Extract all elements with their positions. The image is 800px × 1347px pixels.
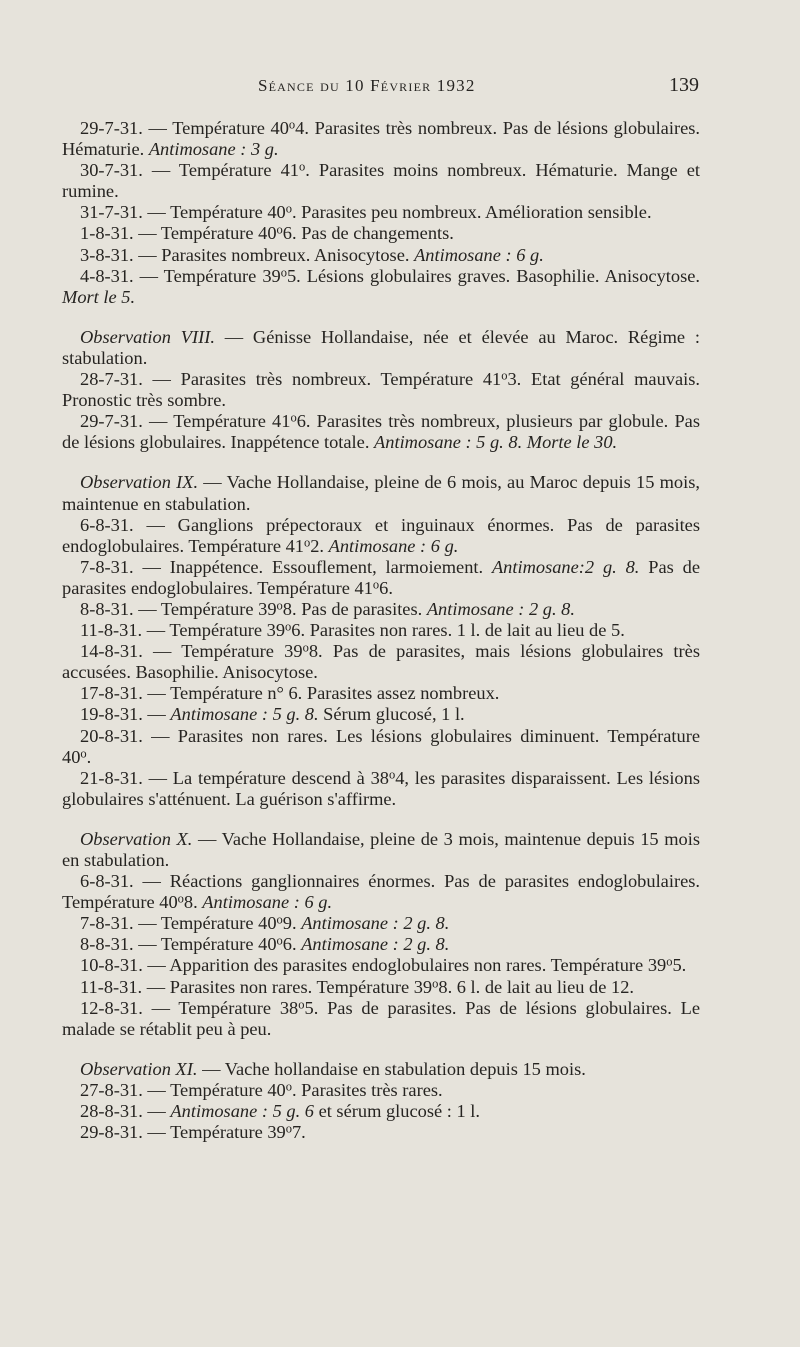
header-title: Séance du 10 Février 1932 [258, 76, 476, 95]
entry-text: — Parasites nombreux. Anisocytose. [133, 244, 415, 265]
entry-date: 17-8-31. [80, 683, 143, 704]
entry-date: 19-8-31. [80, 704, 143, 725]
degree-sign: o [276, 933, 283, 948]
observation-description: — Vache hollandaise en stabulation depuis 15 mois. [197, 1058, 586, 1079]
entry-date: 4-8-31. [80, 265, 134, 286]
degree-sign: o [276, 222, 283, 237]
observation-description: — Vache Hollandaise, pleine de 3 mois, maintenue depuis 15 mois en stabulation. [62, 828, 700, 870]
entry-paragraph [62, 160, 700, 202]
entry-date: 29-7-31. [80, 118, 143, 138]
entry-text: 4. Parasites très nombreux. Pas de lésions globulaires. Hématurie. [62, 118, 700, 160]
observation-intro [62, 472, 700, 514]
entry-date: 20-8-31. [80, 725, 143, 746]
degree-sign: o [276, 912, 283, 927]
entry-paragraph [62, 1101, 700, 1122]
entry-text: 5. Lésions globulaires graves. Basophilie. Anisocytose. [286, 265, 700, 286]
entry-text: — Température 41 [142, 411, 291, 432]
entry-paragraph [62, 557, 700, 599]
entry-paragraph [62, 620, 700, 641]
page-number: 139 [669, 74, 699, 96]
entry-text: Pas de parasites endoglobulaires. Température 41 [62, 556, 700, 598]
degree-sign: o [303, 535, 311, 550]
degree-sign: o [290, 410, 297, 425]
degree-sign: o [372, 577, 380, 592]
entry-paragraph [62, 1122, 700, 1143]
observation-ix [62, 472, 700, 810]
entry-paragraph [62, 955, 700, 976]
entry-text: 8. Pas de parasites. [282, 598, 427, 619]
entry-date: 7-8-31. [80, 913, 134, 934]
entry-paragraph [62, 998, 700, 1040]
entry-paragraph [62, 266, 700, 308]
body-text [62, 118, 700, 1143]
entry-text: 2. [310, 535, 329, 556]
entry-text: — Inappétence. Essouflement, larmoiement. [133, 556, 492, 577]
entry-date: 28-7-31. [80, 369, 143, 390]
observation-intro [62, 327, 700, 369]
degree-sign: o [288, 117, 296, 132]
degree-sign: o [302, 640, 309, 655]
entry-date: 30-7-31. [80, 160, 143, 181]
degree-sign: o [432, 975, 439, 990]
entry-paragraph [62, 768, 700, 810]
observation-intro [62, 1059, 700, 1080]
entry-text: — Température 39 [142, 620, 286, 641]
entry-date: 31-7-31. [80, 202, 143, 223]
entry-date: 10-8-31. [80, 955, 143, 976]
entry-text: — La température descend à 38 [142, 767, 389, 788]
degree-sign: o [666, 954, 673, 969]
entry-text: — Parasites non rares. Température 39 [142, 976, 433, 997]
degree-sign: o [177, 891, 184, 906]
entry-text: — Réactions ganglionnaires énormes. Pas de parasites endoglobulaires. Température 40 [62, 871, 700, 913]
entry-paragraph [62, 223, 700, 244]
entry-paragraph [62, 641, 700, 683]
entry-text: — Température n° 6. Parasites assez nombreux. [142, 683, 500, 704]
entry-paragraph [62, 1080, 700, 1101]
entry-text: — [142, 1101, 171, 1122]
entry-text: — [142, 704, 171, 725]
degree-sign: o [276, 598, 283, 613]
treatment-text: Antimosane : 2 g. 8. [301, 934, 450, 955]
observation-title: Observation X. [80, 828, 193, 849]
degree-sign: o [388, 767, 396, 782]
entry-date: 14-8-31. [80, 641, 143, 662]
entry-text: 3. Etat général mauvais. Pronostic très sombre. [62, 369, 700, 411]
entry-date: 29-7-31. [80, 411, 143, 432]
entry-text: . Parasites très rares. [291, 1079, 443, 1100]
entry-paragraph [62, 683, 700, 704]
entry-text: — Température 38 [142, 997, 299, 1018]
entry-text: 5. [672, 955, 687, 976]
entry-date: 7-8-31. [80, 556, 134, 577]
entry-text: 6. [379, 577, 393, 598]
observation-title: Observation XI. [80, 1058, 198, 1079]
entry-date: 6-8-31. [80, 871, 134, 892]
entry-text: 8. Pas de parasites, mais lésions globulaires très accusées. Basophilie. Anisocytose. [62, 641, 700, 683]
observation-description: — Génisse Hollandaise, née et élevée au Maroc. Régime : stabulation. [62, 326, 700, 368]
entry-text: 6. Parasites non rares. 1 l. de lait au lieu de 5. [291, 620, 625, 641]
entry-text: — Apparition des parasites endoglobulaires non rares. Température 39 [142, 955, 667, 976]
entry-text: — Température 39 [142, 641, 303, 662]
observation-xi [62, 1059, 700, 1143]
degree-sign: o [285, 201, 292, 216]
entry-paragraph [62, 704, 700, 725]
degree-sign: o [280, 265, 287, 280]
treatment-text: Antimosane : 6 g. [202, 892, 333, 913]
treatment-text: Antimosane : 3 g. [148, 139, 279, 160]
entry-date: 27-8-31. [80, 1079, 143, 1100]
degree-sign: o [298, 997, 305, 1012]
entry-text: 6. [282, 934, 302, 955]
entry-paragraph [62, 515, 700, 557]
observation-x [62, 829, 700, 1040]
degree-sign: o [285, 1079, 292, 1094]
entry-paragraph [62, 369, 700, 411]
entry-text: . [86, 746, 92, 767]
entry-text: — Température 40 [142, 118, 289, 138]
entry-text: — Ganglions prépectoraux et inguinaux énormes. Pas de parasites endoglobulaires. Température 41 [62, 514, 700, 556]
entry-text: — Température 39 [133, 265, 281, 286]
entry-paragraph [62, 726, 700, 768]
entry-text: 6. Parasites très nombreux, plusieurs par globule. Pas de lésions globulaires. Inappétence totale. [62, 411, 700, 453]
entry-text: — Température 40 [142, 1079, 286, 1100]
entry-text: 7. [291, 1122, 306, 1143]
observation-title: Observation VIII. [80, 326, 215, 347]
running-header [0, 74, 800, 102]
entry-date: 3-8-31. [80, 244, 134, 265]
observation-viii [62, 327, 700, 454]
entry-text: . Parasites peu nombreux. Amélioration sensible. [291, 202, 652, 223]
entry-date: 6-8-31. [80, 514, 134, 535]
entry-text: 5. Pas de parasites. Pas de lésions globulaires. Le malade se rétablit peu à peu. [62, 997, 700, 1039]
degree-sign: o [285, 619, 292, 634]
degree-sign: o [80, 746, 87, 760]
entry-date: 8-8-31. [80, 598, 134, 619]
entry-text: — Température 40 [142, 202, 286, 223]
treatment-text: Antimosane : 5 g. 6 [170, 1101, 314, 1122]
entry-text: — Température 39 [142, 1122, 286, 1143]
observation-description: — Vache Hollandaise, pleine de 6 mois, au Maroc depuis 15 mois, maintenue en stabulation. [62, 472, 700, 514]
entry-text: — Parasites très nombreux. Température 41 [142, 369, 502, 390]
entry-text: — Parasites non rares. Les lésions globulaires diminuent. Température 40 [62, 725, 700, 767]
degree-sign: o [501, 368, 508, 383]
outcome-text: Mort le 5. [62, 286, 136, 307]
entry-text: 9. [282, 913, 302, 934]
entry-paragraph [62, 871, 700, 913]
observation-intro [62, 829, 700, 871]
entry-text: 8. [183, 892, 203, 913]
entry-date: 28-8-31. [80, 1101, 143, 1122]
treatment-text: Antimosane:2 g. 8. [491, 556, 640, 577]
entry-text: — Température 40 [133, 913, 277, 934]
entry-text: 6. Pas de changements. [282, 223, 454, 244]
entry-date: 21-8-31. [80, 767, 143, 788]
entry-text: — Température 41 [142, 160, 299, 181]
entry-text: Sérum glucosé, 1 l. [318, 704, 465, 725]
treatment-text: Antimosane : 6 g. [414, 244, 544, 265]
entry-text: 8. 6 l. de lait au lieu de 12. [438, 976, 634, 997]
entry-text: 4, les parasites disparaissent. Les lésions globulaires s'atténuent. La guérison s'affirme. [62, 767, 700, 809]
treatment-text: Antimosane : 2 g. 8. [301, 913, 450, 934]
entry-paragraph [62, 118, 700, 160]
entry-text: et sérum glucosé : 1 l. [313, 1101, 480, 1122]
degree-sign: o [298, 159, 306, 174]
treatment-text: Antimosane : 2 g. 8. [426, 598, 575, 619]
entry-paragraph [62, 202, 700, 223]
observation-vii-continued [62, 118, 700, 308]
entry-text: — Température 40 [133, 223, 277, 244]
treatment-text: Antimosane : 6 g. [328, 535, 459, 556]
entry-date: 8-8-31. [80, 934, 134, 955]
entry-date: 11-8-31. [80, 976, 143, 997]
entry-paragraph [62, 934, 700, 955]
treatment-text: Antimosane : 5 g. 8. [170, 704, 319, 725]
degree-sign: o [285, 1121, 292, 1136]
observation-title: Observation IX. [80, 472, 199, 493]
entry-text: . Parasites moins nombreux. Hématurie. Mange et rumine. [62, 160, 700, 202]
entry-paragraph [62, 977, 700, 998]
entry-paragraph [62, 245, 700, 266]
entry-date: 29-8-31. [80, 1122, 143, 1143]
entry-text: — Température 39 [133, 598, 277, 619]
entry-text: — Température 40 [133, 934, 277, 955]
entry-date: 11-8-31. [80, 620, 143, 641]
treatment-text: Antimosane : 5 g. 8. Morte le 30. [374, 432, 618, 453]
entry-paragraph [62, 913, 700, 934]
entry-date: 1-8-31. [80, 223, 134, 244]
entry-paragraph [62, 599, 700, 620]
entry-date: 12-8-31. [80, 997, 143, 1018]
entry-paragraph [62, 411, 700, 453]
